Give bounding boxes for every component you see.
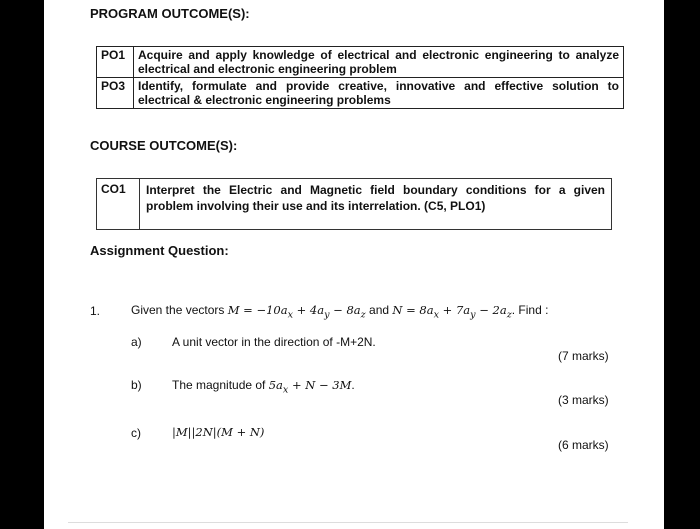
vector-m: $M = -10a_x + 4a_y - 8a_z$ xyxy=(227,303,366,321)
part-label: c) xyxy=(131,426,141,440)
course-outcomes-table xyxy=(96,178,612,230)
page-divider xyxy=(68,522,628,523)
program-outcomes-heading: PROGRAM OUTCOME(S): xyxy=(90,6,250,21)
table-row xyxy=(97,179,611,229)
part-marks: (3 marks) xyxy=(558,393,609,407)
question-connector: and xyxy=(369,303,390,317)
outcome-code: PO1 xyxy=(97,47,134,78)
outcome-code: PO3 xyxy=(97,78,134,109)
part-label: a) xyxy=(131,335,142,349)
outcome-description: Interpret the Electric and Magnetic field boundary conditions for a given problem involving their use and its interrelation. (C5, PLO1) xyxy=(146,183,605,213)
vector-n: $N = 8a_x + 7a_y - 2a_z$ xyxy=(392,303,512,321)
question-suffix: . Find : xyxy=(511,303,549,317)
question-prefix: Given the vectors xyxy=(131,303,225,317)
assignment-heading: Assignment Question: xyxy=(90,243,229,258)
part-text: |M||2N|(M + N) xyxy=(172,425,265,439)
outcome-code: CO1 xyxy=(97,179,140,229)
course-outcomes-heading: COURSE OUTCOME(S): xyxy=(90,138,238,153)
program-outcomes-table xyxy=(96,46,624,109)
outcome-description: Acquire and apply knowledge of electrical and electronic engineering to analyze electrical and electronic engineering problem xyxy=(134,47,624,78)
part-marks: (6 marks) xyxy=(558,438,609,452)
part-label: b) xyxy=(131,378,142,392)
table-row xyxy=(97,78,624,109)
part-text: The magnitude of $5a_x + N - 3M$. xyxy=(172,378,355,396)
part-marks: (7 marks) xyxy=(558,349,609,363)
table-row xyxy=(97,47,624,78)
part-text: A unit vector in the direction of -M+2N. xyxy=(172,335,376,349)
question-number: 1. xyxy=(90,304,101,318)
document-page xyxy=(44,0,664,529)
outcome-description: Identify, formulate and provide creative, innovative and effective solution to electrical & electronic engineering problems xyxy=(134,78,624,109)
question-text xyxy=(131,303,548,320)
